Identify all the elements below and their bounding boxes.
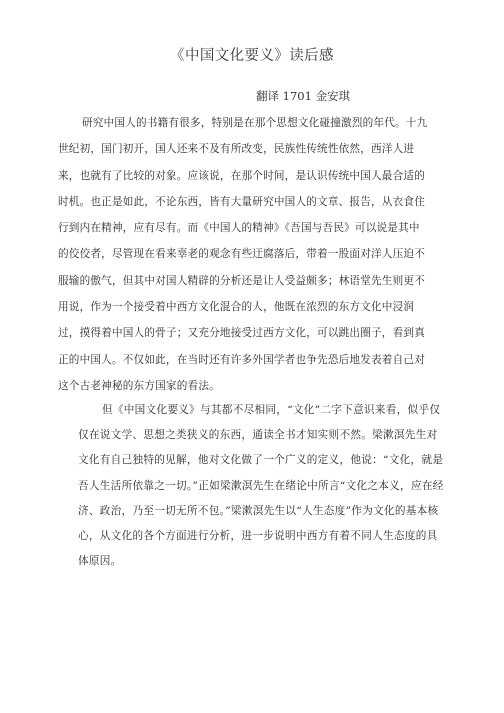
paragraph-line: 体原因。 xyxy=(78,555,122,568)
paragraph-line: 来，也就有了比较的对象。应该说，在那个时间，是认识传统中国人最合适的 xyxy=(58,169,425,182)
paragraph-2 xyxy=(78,398,463,574)
paragraph-line: 文化有自己独特的见解，他对文化做了一个广义的定义，他说：“文化，就是 xyxy=(78,454,444,467)
paragraph-line: 研究中国人的书籍有很多，特别是在那个思想文化碰撞激烈的年代。十九 xyxy=(82,117,428,129)
paragraph-line: 这个古老神秘的东方国家的看法。 xyxy=(58,379,220,392)
document-title: 《中国文化要义》读后感 xyxy=(170,48,334,64)
paragraph-line: 服输的傲气，但其中对国人精辟的分析还是让人受益颇多；林语堂先生则更不 xyxy=(58,274,425,287)
paragraph-line: 正的中国人。不仅如此，在当时还有许多外国学者也争先恐后地发表着自己对 xyxy=(58,353,425,366)
paragraph-line: 世纪初，国门初开，国人还来不及有所改变，民族性传统性依然，西洋人进 xyxy=(58,143,415,156)
paragraph-line: 仅在说文学、思想之类狭义的东西，通读全书才知实则不然。梁漱溟先生对 xyxy=(78,429,438,442)
paragraph-line: 行到内在精神，应有尽有。而《中国人的精神》《吾国与吾民》可以说是其中 xyxy=(58,222,420,235)
author-line: 翻译 1701 金安琪 xyxy=(256,89,351,103)
paragraph-line: 但《中国文化要义》与其都不尽相同，“文化”二字下意识来看，似乎仅 xyxy=(102,404,441,416)
paragraph-line: 济、政治，乃至一切无所不包。”梁漱溟先生以“人生态度”作为文化的基本核 xyxy=(78,504,439,517)
paragraph-line: 时机。也正是如此，不论东西，皆有大量研究中国人的文章、报告，从衣食住 xyxy=(58,195,425,208)
paragraph-line: 的佼佼者，尽管现在看来辜老的观念有些迂腐落后，带着一股面对洋人压迫不 xyxy=(58,248,425,261)
paragraph-line: 过，摸得着中国人的骨子；又充分地接受过西方文化，可以跳出圈子，看到真 xyxy=(58,327,425,340)
paragraph-1 xyxy=(58,110,458,399)
paragraph-line: 用说，作为一个接受着中西方文化混合的人，他既在浓烈的东方文化中浸润 xyxy=(58,301,415,314)
paragraph-line: 心，从文化的各个方面进行分析，进一步说明中西方有着不同人生态度的具 xyxy=(78,529,438,542)
paragraph-line: 吾人生活所依靠之一切。”正如梁漱溟先生在绪论中所言“文化之本义，应在经 xyxy=(78,479,444,492)
